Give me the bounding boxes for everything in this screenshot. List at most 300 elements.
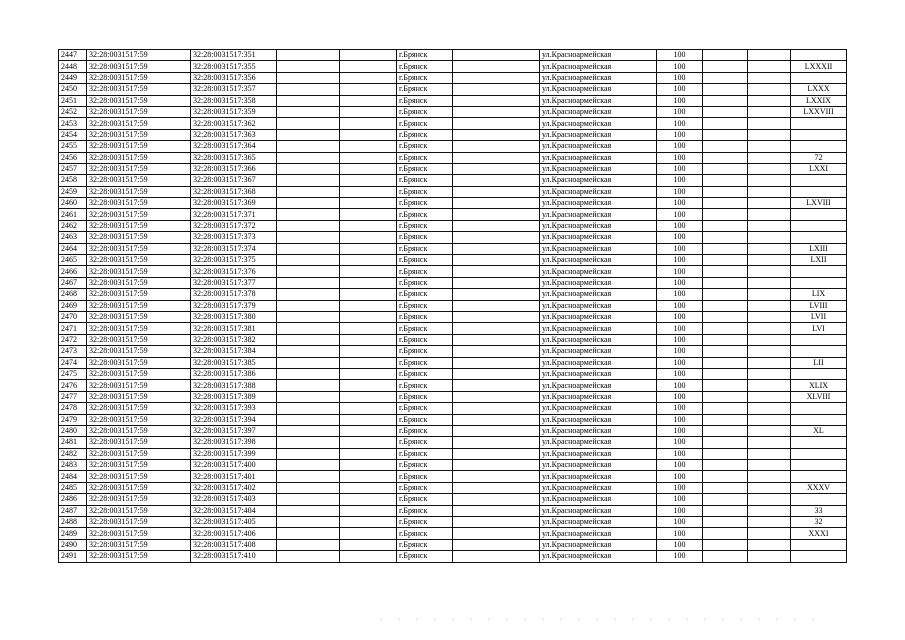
street-cell: ул.Красноармейская: [540, 414, 657, 425]
street-cell: ул.Красноармейская: [540, 232, 657, 243]
row-number-cell: 2487: [59, 505, 87, 516]
street-cell: ул.Красноармейская: [540, 255, 657, 266]
street-cell: ул.Красноармейская: [540, 551, 657, 562]
empty-cell: [703, 277, 748, 288]
empty-cell: [703, 243, 748, 254]
cadastral-number-cell: 32:28:0031517:400: [191, 460, 277, 471]
empty-cell: [340, 460, 397, 471]
empty-cell: [453, 323, 540, 334]
area-cell: 100: [657, 539, 703, 550]
parent-cadastral-cell: 32:28:0031517:59: [87, 72, 191, 83]
empty-cell: [453, 141, 540, 152]
empty-cell: [453, 425, 540, 436]
parent-cadastral-cell: 32:28:0031517:59: [87, 106, 191, 117]
table-row: [59, 505, 847, 516]
empty-cell: [703, 311, 748, 322]
street-cell: ул.Красноармейская: [540, 460, 657, 471]
empty-cell: [703, 505, 748, 516]
table-row: [59, 539, 847, 550]
city-cell: г.Брянск: [397, 357, 453, 368]
table-row: [59, 334, 847, 345]
area-cell: 100: [657, 380, 703, 391]
empty-cell: [748, 106, 791, 117]
empty-cell: [453, 437, 540, 448]
row-number-cell: 2484: [59, 471, 87, 482]
empty-cell: [277, 448, 340, 459]
empty-cell: [340, 482, 397, 493]
empty-cell: [703, 289, 748, 300]
empty-cell: [453, 517, 540, 528]
empty-cell: [277, 323, 340, 334]
table-row: [59, 266, 847, 277]
city-cell: г.Брянск: [397, 494, 453, 505]
cadastral-number-cell: 32:28:0031517:410: [191, 551, 277, 562]
parent-cadastral-cell: 32:28:0031517:59: [87, 539, 191, 550]
empty-cell: [277, 311, 340, 322]
parent-cadastral-cell: 32:28:0031517:59: [87, 95, 191, 106]
area-cell: 100: [657, 482, 703, 493]
empty-cell: [703, 323, 748, 334]
empty-cell: [453, 129, 540, 140]
empty-cell: [277, 72, 340, 83]
empty-cell: [453, 460, 540, 471]
area-cell: 100: [657, 528, 703, 539]
cadastral-number-cell: 32:28:0031517:394: [191, 414, 277, 425]
area-cell: 100: [657, 334, 703, 345]
row-number-cell: 2454: [59, 129, 87, 140]
empty-cell: [703, 334, 748, 345]
empty-cell: [453, 277, 540, 288]
empty-cell: [277, 482, 340, 493]
parent-cadastral-cell: 32:28:0031517:59: [87, 494, 191, 505]
empty-cell: [748, 539, 791, 550]
empty-cell: [277, 300, 340, 311]
street-cell: ул.Красноармейская: [540, 198, 657, 209]
street-cell: ул.Красноармейская: [540, 505, 657, 516]
empty-cell: [748, 482, 791, 493]
city-cell: г.Брянск: [397, 209, 453, 220]
street-cell: ул.Красноармейская: [540, 471, 657, 482]
empty-cell: [340, 494, 397, 505]
empty-cell: [340, 505, 397, 516]
empty-cell: [453, 163, 540, 174]
parent-cadastral-cell: 32:28:0031517:59: [87, 255, 191, 266]
empty-cell: [748, 425, 791, 436]
empty-cell: [277, 528, 340, 539]
empty-cell: [340, 517, 397, 528]
empty-cell: [703, 551, 748, 562]
area-cell: 100: [657, 357, 703, 368]
parent-cadastral-cell: 32:28:0031517:59: [87, 311, 191, 322]
parent-cadastral-cell: 32:28:0031517:59: [87, 471, 191, 482]
row-number-cell: 2460: [59, 198, 87, 209]
row-number-cell: 2458: [59, 175, 87, 186]
row-number-cell: 2491: [59, 551, 87, 562]
table-row: [59, 232, 847, 243]
area-cell: 100: [657, 460, 703, 471]
city-cell: г.Брянск: [397, 84, 453, 95]
empty-cell: [748, 266, 791, 277]
cadastral-number-cell: 32:28:0031517:389: [191, 391, 277, 402]
parent-cadastral-cell: 32:28:0031517:59: [87, 61, 191, 72]
empty-cell: [748, 471, 791, 482]
empty-cell: [703, 517, 748, 528]
empty-cell: [453, 209, 540, 220]
area-cell: 100: [657, 50, 703, 61]
street-cell: ул.Красноармейская: [540, 175, 657, 186]
table-row: [59, 357, 847, 368]
table-row: [59, 323, 847, 334]
mark-cell: LXXXII: [791, 61, 847, 72]
table-row: [59, 528, 847, 539]
street-cell: ул.Красноармейская: [540, 186, 657, 197]
street-cell: ул.Красноармейская: [540, 243, 657, 254]
empty-cell: [277, 243, 340, 254]
empty-cell: [277, 277, 340, 288]
empty-cell: [748, 163, 791, 174]
mark-cell: LXXIX: [791, 95, 847, 106]
empty-cell: [748, 95, 791, 106]
parent-cadastral-cell: 32:28:0031517:59: [87, 425, 191, 436]
empty-cell: [340, 175, 397, 186]
parent-cadastral-cell: 32:28:0031517:59: [87, 391, 191, 402]
empty-cell: [453, 300, 540, 311]
area-cell: 100: [657, 517, 703, 528]
row-number-cell: 2463: [59, 232, 87, 243]
street-cell: ул.Красноармейская: [540, 209, 657, 220]
cadastral-number-cell: 32:28:0031517:402: [191, 482, 277, 493]
street-cell: ул.Красноармейская: [540, 368, 657, 379]
cadastral-number-cell: 32:28:0031517:367: [191, 175, 277, 186]
empty-cell: [748, 300, 791, 311]
mark-cell: XLVIII: [791, 391, 847, 402]
empty-cell: [703, 391, 748, 402]
empty-cell: [277, 380, 340, 391]
empty-cell: [277, 460, 340, 471]
mark-cell: [791, 471, 847, 482]
area-cell: 100: [657, 266, 703, 277]
mark-cell: [791, 448, 847, 459]
empty-cell: [703, 220, 748, 231]
empty-cell: [453, 505, 540, 516]
empty-cell: [703, 448, 748, 459]
table-row: [59, 175, 847, 186]
empty-cell: [277, 471, 340, 482]
area-cell: 100: [657, 243, 703, 254]
empty-cell: [277, 505, 340, 516]
empty-cell: [340, 266, 397, 277]
empty-cell: [277, 118, 340, 129]
empty-cell: [277, 198, 340, 209]
empty-cell: [340, 141, 397, 152]
city-cell: г.Брянск: [397, 403, 453, 414]
area-cell: 100: [657, 72, 703, 83]
mark-cell: [791, 72, 847, 83]
cadastral-number-cell: 32:28:0031517:406: [191, 528, 277, 539]
cadastral-number-cell: 32:28:0031517:397: [191, 425, 277, 436]
empty-cell: [453, 243, 540, 254]
empty-cell: [748, 460, 791, 471]
city-cell: г.Брянск: [397, 266, 453, 277]
table-row: [59, 129, 847, 140]
empty-cell: [703, 368, 748, 379]
empty-cell: [453, 391, 540, 402]
mark-cell: [791, 403, 847, 414]
row-number-cell: 2447: [59, 50, 87, 61]
street-cell: ул.Красноармейская: [540, 346, 657, 357]
parent-cadastral-cell: 32:28:0031517:59: [87, 84, 191, 95]
cadastral-number-cell: 32:28:0031517:388: [191, 380, 277, 391]
cadastral-number-cell: 32:28:0031517:373: [191, 232, 277, 243]
street-cell: ул.Красноармейская: [540, 141, 657, 152]
area-cell: 100: [657, 437, 703, 448]
city-cell: г.Брянск: [397, 289, 453, 300]
mark-cell: [791, 551, 847, 562]
mark-cell: 72: [791, 152, 847, 163]
city-cell: г.Брянск: [397, 460, 453, 471]
empty-cell: [703, 539, 748, 550]
empty-cell: [748, 505, 791, 516]
parent-cadastral-cell: 32:28:0031517:59: [87, 266, 191, 277]
cadastral-number-cell: 32:28:0031517:358: [191, 95, 277, 106]
empty-cell: [748, 380, 791, 391]
cadastral-number-cell: 32:28:0031517:371: [191, 209, 277, 220]
street-cell: ул.Красноармейская: [540, 84, 657, 95]
street-cell: ул.Красноармейская: [540, 494, 657, 505]
empty-cell: [340, 368, 397, 379]
city-cell: г.Брянск: [397, 471, 453, 482]
empty-cell: [277, 517, 340, 528]
empty-cell: [340, 163, 397, 174]
parent-cadastral-cell: 32:28:0031517:59: [87, 300, 191, 311]
city-cell: г.Брянск: [397, 505, 453, 516]
area-cell: 100: [657, 505, 703, 516]
empty-cell: [277, 95, 340, 106]
area-cell: 100: [657, 425, 703, 436]
empty-cell: [453, 198, 540, 209]
parent-cadastral-cell: 32:28:0031517:59: [87, 334, 191, 345]
empty-cell: [703, 129, 748, 140]
area-cell: 100: [657, 106, 703, 117]
city-cell: г.Брянск: [397, 517, 453, 528]
table-row: [59, 50, 847, 61]
row-number-cell: 2470: [59, 311, 87, 322]
parent-cadastral-cell: 32:28:0031517:59: [87, 448, 191, 459]
empty-cell: [340, 311, 397, 322]
mark-cell: LXII: [791, 255, 847, 266]
empty-cell: [703, 152, 748, 163]
cadastral-number-cell: 32:28:0031517:377: [191, 277, 277, 288]
empty-cell: [748, 517, 791, 528]
mark-cell: XLIX: [791, 380, 847, 391]
cadastral-number-cell: 32:28:0031517:404: [191, 505, 277, 516]
city-cell: г.Брянск: [397, 323, 453, 334]
empty-cell: [453, 357, 540, 368]
parent-cadastral-cell: 32:28:0031517:59: [87, 403, 191, 414]
cadastral-table: [58, 49, 847, 563]
empty-cell: [277, 186, 340, 197]
empty-cell: [340, 471, 397, 482]
empty-cell: [748, 277, 791, 288]
mark-cell: XXXI: [791, 528, 847, 539]
area-cell: 100: [657, 323, 703, 334]
mark-cell: [791, 460, 847, 471]
row-number-cell: 2479: [59, 414, 87, 425]
mark-cell: LXIII: [791, 243, 847, 254]
empty-cell: [453, 289, 540, 300]
row-number-cell: 2483: [59, 460, 87, 471]
street-cell: ул.Красноармейская: [540, 118, 657, 129]
city-cell: г.Брянск: [397, 334, 453, 345]
table-row: [59, 61, 847, 72]
empty-cell: [340, 425, 397, 436]
area-cell: 100: [657, 300, 703, 311]
empty-cell: [748, 232, 791, 243]
empty-cell: [453, 539, 540, 550]
street-cell: ул.Красноармейская: [540, 289, 657, 300]
empty-cell: [277, 414, 340, 425]
empty-cell: [748, 346, 791, 357]
empty-cell: [340, 50, 397, 61]
row-number-cell: 2477: [59, 391, 87, 402]
empty-cell: [748, 437, 791, 448]
table-row: [59, 277, 847, 288]
empty-cell: [453, 482, 540, 493]
city-cell: г.Брянск: [397, 118, 453, 129]
row-number-cell: 2476: [59, 380, 87, 391]
empty-cell: [703, 163, 748, 174]
empty-cell: [748, 118, 791, 129]
empty-cell: [340, 198, 397, 209]
mark-cell: LII: [791, 357, 847, 368]
table-row: [59, 311, 847, 322]
empty-cell: [703, 72, 748, 83]
city-cell: г.Брянск: [397, 72, 453, 83]
scan-noise: [380, 618, 830, 621]
empty-cell: [340, 106, 397, 117]
mark-cell: [791, 186, 847, 197]
city-cell: г.Брянск: [397, 152, 453, 163]
empty-cell: [277, 152, 340, 163]
empty-cell: [453, 220, 540, 231]
mark-cell: [791, 129, 847, 140]
street-cell: ул.Красноармейская: [540, 50, 657, 61]
city-cell: г.Брянск: [397, 141, 453, 152]
mark-cell: [791, 209, 847, 220]
mark-cell: LVIII: [791, 300, 847, 311]
area-cell: 100: [657, 186, 703, 197]
cadastral-number-cell: 32:28:0031517:384: [191, 346, 277, 357]
empty-cell: [703, 357, 748, 368]
parent-cadastral-cell: 32:28:0031517:59: [87, 517, 191, 528]
table-row: [59, 243, 847, 254]
empty-cell: [340, 289, 397, 300]
cadastral-number-cell: 32:28:0031517:381: [191, 323, 277, 334]
area-cell: 100: [657, 152, 703, 163]
row-number-cell: 2472: [59, 334, 87, 345]
mark-cell: [791, 494, 847, 505]
area-cell: 100: [657, 175, 703, 186]
street-cell: ул.Красноармейская: [540, 482, 657, 493]
street-cell: ул.Красноармейская: [540, 425, 657, 436]
mark-cell: LXXI: [791, 163, 847, 174]
empty-cell: [703, 425, 748, 436]
empty-cell: [703, 300, 748, 311]
empty-cell: [340, 334, 397, 345]
empty-cell: [277, 346, 340, 357]
empty-cell: [340, 551, 397, 562]
empty-cell: [277, 334, 340, 345]
city-cell: г.Брянск: [397, 346, 453, 357]
row-number-cell: 2481: [59, 437, 87, 448]
table-row: [59, 414, 847, 425]
empty-cell: [277, 209, 340, 220]
empty-cell: [340, 232, 397, 243]
mark-cell: [791, 266, 847, 277]
row-number-cell: 2449: [59, 72, 87, 83]
empty-cell: [748, 186, 791, 197]
empty-cell: [340, 391, 397, 402]
row-number-cell: 2461: [59, 209, 87, 220]
cadastral-number-cell: 32:28:0031517:393: [191, 403, 277, 414]
empty-cell: [748, 368, 791, 379]
city-cell: г.Брянск: [397, 163, 453, 174]
mark-cell: [791, 414, 847, 425]
city-cell: г.Брянск: [397, 311, 453, 322]
document-sheet: [58, 49, 846, 563]
empty-cell: [748, 323, 791, 334]
mark-cell: LXXX: [791, 84, 847, 95]
empty-cell: [340, 243, 397, 254]
mark-cell: [791, 141, 847, 152]
empty-cell: [703, 494, 748, 505]
area-cell: 100: [657, 494, 703, 505]
empty-cell: [277, 129, 340, 140]
city-cell: г.Брянск: [397, 255, 453, 266]
city-cell: г.Брянск: [397, 232, 453, 243]
mark-cell: LXXVIII: [791, 106, 847, 117]
empty-cell: [340, 528, 397, 539]
mark-cell: [791, 118, 847, 129]
city-cell: г.Брянск: [397, 539, 453, 550]
empty-cell: [340, 118, 397, 129]
mark-cell: [791, 437, 847, 448]
empty-cell: [703, 471, 748, 482]
area-cell: 100: [657, 95, 703, 106]
empty-cell: [340, 84, 397, 95]
empty-cell: [748, 311, 791, 322]
row-number-cell: 2464: [59, 243, 87, 254]
empty-cell: [453, 380, 540, 391]
empty-cell: [453, 528, 540, 539]
street-cell: ул.Красноармейская: [540, 448, 657, 459]
row-number-cell: 2474: [59, 357, 87, 368]
empty-cell: [277, 141, 340, 152]
area-cell: 100: [657, 551, 703, 562]
parent-cadastral-cell: 32:28:0031517:59: [87, 186, 191, 197]
area-cell: 100: [657, 232, 703, 243]
empty-cell: [453, 414, 540, 425]
mark-cell: [791, 232, 847, 243]
cadastral-number-cell: 32:28:0031517:369: [191, 198, 277, 209]
empty-cell: [453, 494, 540, 505]
parent-cadastral-cell: 32:28:0031517:59: [87, 198, 191, 209]
row-number-cell: 2469: [59, 300, 87, 311]
empty-cell: [748, 220, 791, 231]
empty-cell: [277, 232, 340, 243]
empty-cell: [277, 425, 340, 436]
empty-cell: [277, 289, 340, 300]
